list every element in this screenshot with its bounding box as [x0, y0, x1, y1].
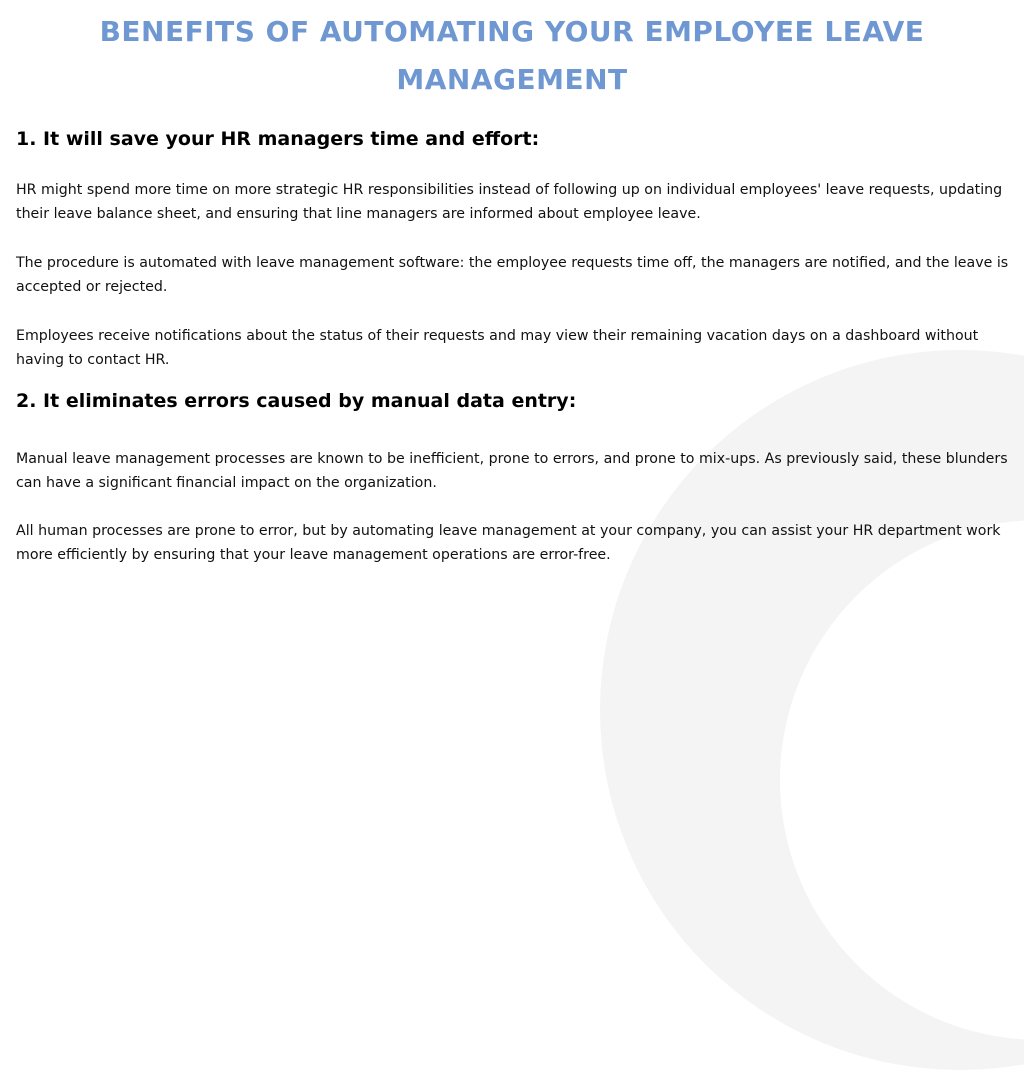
- paragraph: The procedure is automated with leave management software: the employee requests time off, the managers are notified, and the leave is accepted or rejected.: [16, 255, 1009, 295]
- page-title: BENEFITS OF AUTOMATING YOUR EMPLOYEE LEAVE MANAGEMENT: [99, 15, 925, 96]
- paragraph: Manual leave management processes are known to be inefficient, prone to errors, and prone to mix-ups. As previously said, these blunders can have a significant financial impact on the organization.: [16, 451, 1008, 491]
- section-heading-eliminate-errors: 2. It eliminates errors caused by manual data entry:: [16, 390, 577, 412]
- paragraph: All human processes are prone to error, but by automating leave management at your company, you can assist your HR department work more efficiently by ensuring that your leave management operations are error-free.: [16, 523, 1001, 563]
- section-heading-save-time: 1. It will save your HR managers time and effort:: [16, 128, 540, 150]
- paragraph: HR might spend more time on more strategic HR responsibilities instead of following up on individual employees' leave requests, updating their leave balance sheet, and ensuring that line managers are informed about employee leave.: [16, 182, 1003, 222]
- paragraph: Employees receive notifications about the status of their requests and may view their remaining vacation days on a dashboard without having to contact HR.: [16, 328, 979, 368]
